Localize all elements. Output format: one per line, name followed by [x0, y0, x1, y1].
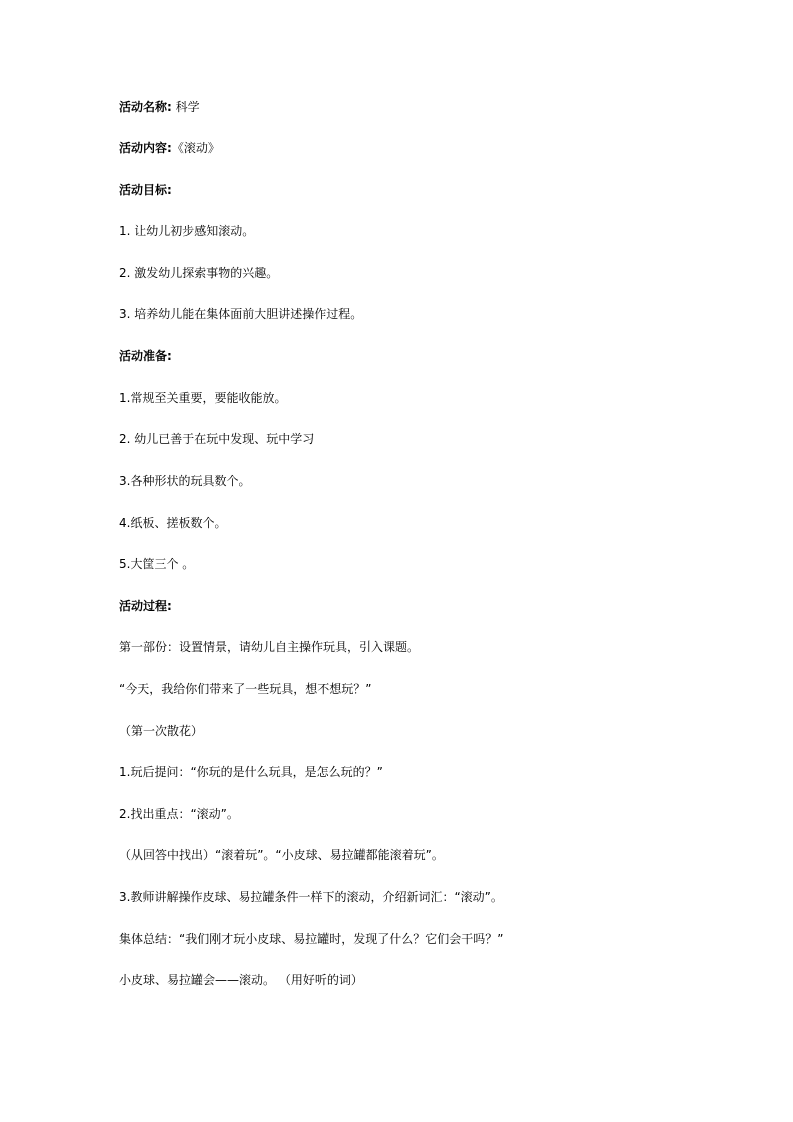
process-line-5: 2.找出重点：“滚动”。: [119, 807, 239, 821]
activity-name-line: [119, 99, 200, 115]
process-line-2: “今天，我给你们带来了一些玩具，想不想玩？”: [119, 682, 372, 696]
preparation-item-5: 5.大筐三个 。: [119, 557, 195, 571]
activity-name-value: 科学: [171, 100, 200, 114]
preparation-item-4: 4.纸板、搓板数个。: [119, 516, 227, 530]
activity-name-label: 活动名称:: [119, 100, 172, 114]
activity-content-line: [119, 140, 220, 156]
preparation-heading: 活动准备:: [119, 349, 172, 363]
process-line-4: 1.玩后提问：“你玩的是什么玩具，是怎么玩的？”: [119, 765, 383, 779]
process-line-7: 3.教师讲解操作皮球、易拉罐条件一样下的滚动，介绍新词汇：“滚动”。: [119, 890, 503, 904]
process-line-3: （第一次散花）: [119, 724, 204, 738]
activity-content-label: 活动内容:: [119, 141, 172, 155]
process-line-1: 第一部份：设置情景，请幼儿自主操作玩具，引入课题。: [119, 640, 420, 654]
process-heading: 活动过程:: [119, 599, 172, 613]
process-line-6: （从回答中找出）“滚着玩”。“小皮球、易拉罐都能滚着玩”。: [119, 848, 444, 862]
goal-item-2: 2. 激发幼儿探索事物的兴趣。: [119, 266, 279, 280]
goal-item-1: 1. 让幼儿初步感知滚动。: [119, 224, 255, 238]
activity-content-value: 《滚动》: [171, 141, 220, 155]
preparation-item-1: 1.常规至关重要，要能收能放。: [119, 391, 287, 405]
goal-item-3: 3. 培养幼儿能在集体面前大胆讲述操作过程。: [119, 307, 363, 321]
process-line-8: 集体总结：“我们刚才玩小皮球、易拉罐时，发现了什么？它们会干吗？”: [119, 932, 504, 946]
process-line-9: 小皮球、易拉罐会——滚动。 （用好听的词）: [119, 973, 363, 987]
goals-heading: 活动目标:: [119, 183, 172, 197]
preparation-item-2: 2. 幼儿已善于在玩中发现、玩中学习: [119, 432, 315, 446]
preparation-item-3: 3.各种形状的玩具数个。: [119, 474, 251, 488]
